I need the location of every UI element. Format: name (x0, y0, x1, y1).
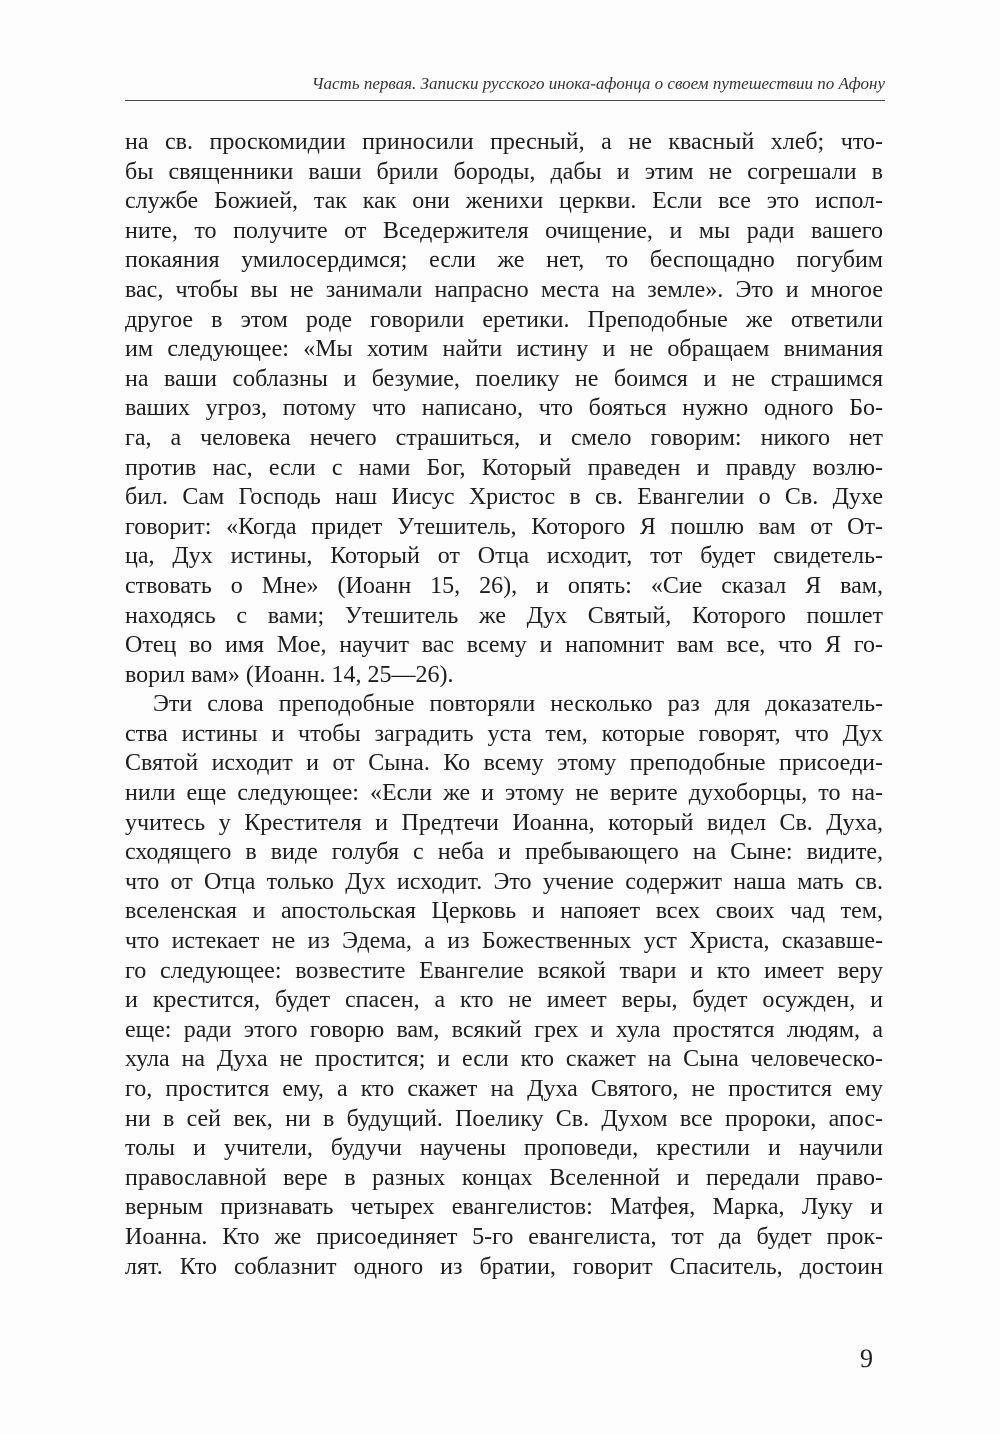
text-line: покаяния умилосердимся; если же нет, то беспощадно погубим (125, 247, 883, 274)
text-line: им следующее: «Мы хотим найти истину и не обращаем внимания (125, 336, 883, 363)
text-line: Эти слова преподобные повторяли несколько раз для доказатель- (153, 691, 883, 718)
text-line: лят. Кто соблазнит одного из братии, говорит Спаситель, достоин (125, 1253, 883, 1280)
text-line: ни в сей век, ни в будущий. Поелику Св. Духом все пророки, апос- (125, 1105, 883, 1132)
text-line: га, а человека нечего страшиться, и смело говорим: никого нет (125, 424, 883, 451)
text-line: верным признавать четырех евангелистов: Матфея, Марка, Луку и (125, 1194, 883, 1221)
text-line: Святой исходит и от Сына. Ко всему этому преподобные присоеди- (125, 750, 883, 777)
text-line: на св. проскомидии приносили пресный, а не квасный хлеб; что- (125, 129, 883, 155)
text-line: другое в этом роде говорили еретики. Преподобные же ответили (125, 306, 883, 333)
text-line: против нас, если с нами Бог, Который праведен и правду возлю- (125, 454, 883, 481)
text-line: что от Отца только Дух исходит. Это учение содержит наша мать св. (125, 868, 883, 895)
text-line: ните, то получите от Вседержителя очищение, и мы ради вашего (125, 217, 883, 244)
text-line: находясь с вами; Утешитель же Дух Святый, Которого пошлет (125, 602, 883, 629)
text-line: бы священники ваши брили бороды, дабы и этим не согрешали в (125, 158, 883, 185)
text-line: и крестится, будет спасен, а кто не имеет веры, будет осужден, и (125, 987, 883, 1014)
text-line: ца, Дух истины, Который от Отца исходит, тот будет свидетель- (125, 543, 883, 570)
text-line: нили еще следующее: «Если же и этому не верите духоборцы, то на- (125, 780, 883, 807)
text-line: го, простится ему, а кто скажет на Духа Святого, не простится ему (125, 1076, 883, 1102)
header-rule (125, 100, 885, 101)
text-line: Иоанна. Кто же присоединяет 5-го евангелиста, тот да будет прок- (125, 1223, 883, 1250)
text-line: православной вере в разных концах Вселенной и передали право- (125, 1164, 883, 1191)
text-line: учитесь у Крестителя и Предтечи Иоанна, который видел Св. Духа, (125, 809, 883, 836)
text-line: ствовать о Мне» (Иоанн 15, 26), и опять: «Сие сказал Я вам, (125, 572, 883, 599)
page-number: 9 (860, 1344, 873, 1373)
running-header: Часть первая. Записки русского инока-афонца о своем путешествии по Афону (311, 74, 885, 93)
body-text (125, 128, 883, 1282)
text-line: ворил вам» (Иоанн. 14, 25—26). (125, 661, 454, 688)
text-line: Отец во имя Мое, научит вас всему и напомнит вам все, что Я го- (125, 632, 883, 659)
text-line: ваших угроз, потому что написано, что бояться нужно одного Бо- (125, 395, 883, 422)
text-line: службе Божией, так как они женихи церкви. Если все это испол- (125, 188, 883, 215)
text-line: вас, чтобы вы не занимали напрасно места на земле». Это и многое (125, 276, 883, 303)
text-line: го следующее: возвестите Евангелие всякой твари и кто имеет веру (125, 957, 883, 984)
text-line: вселенская и апостольская Церковь и напояет всех своих чад тем, (125, 898, 883, 925)
text-line: толы и учители, будучи научены проповеди, крестили и научили (125, 1135, 883, 1162)
text-line: говорит: «Когда придет Утешитель, Которого Я пошлю вам от От- (125, 513, 883, 540)
text-line: сходящего в виде голубя с неба и пребывающего на Сыне: видите, (125, 839, 883, 866)
text-line: еще: ради этого говорю вам, всякий грех и хула простятся людям, а (125, 1016, 883, 1043)
text-line: бил. Сам Господь наш Иисус Христос в св. Евангелии о Св. Духе (125, 484, 883, 511)
text-line: что истекает не из Эдема, а из Божественных уст Христа, сказавше- (125, 928, 883, 955)
text-line: ства истины и чтобы заградить уста тем, которые говорят, что Дух (125, 720, 883, 747)
text-line: на ваши соблазны и безумие, поелику не боимся и не страшимся (125, 365, 883, 392)
text-line: хула на Духа не простится; и если кто скажет на Сына человеческо- (125, 1046, 883, 1073)
